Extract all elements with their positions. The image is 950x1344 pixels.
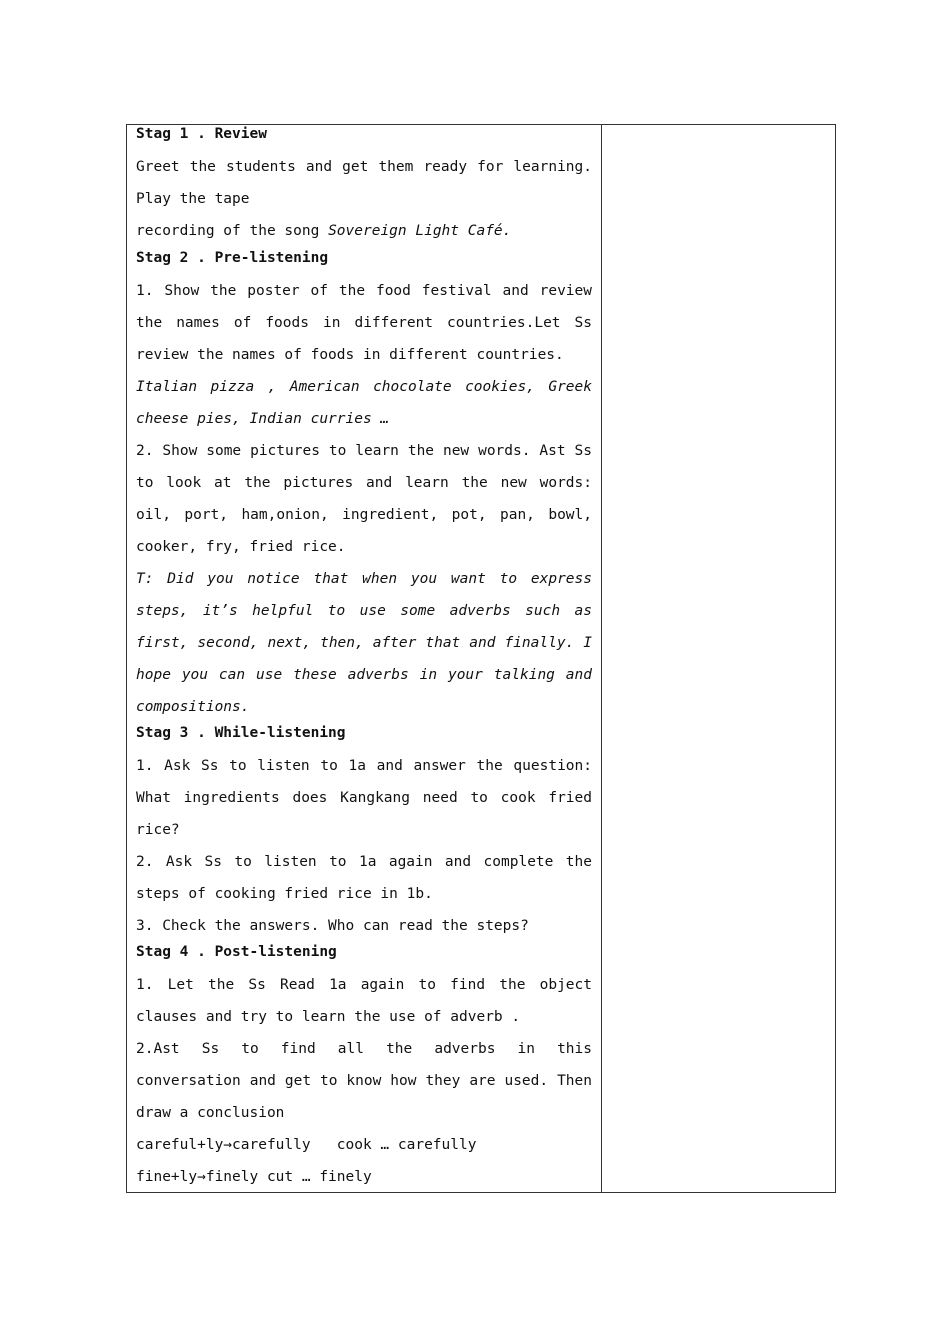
- adverb-rule-2: fine+ly→finely cut … finely: [136, 1169, 372, 1185]
- stage-3: [136, 724, 592, 942]
- stage-1-text-2-lead: recording of the song: [136, 223, 329, 239]
- stage-1-heading: Stag 1 . Review: [136, 126, 267, 142]
- stage-4-item-1: 1. Let the Ss Read 1a again to find the object clauses and try to learn the use of adverb .: [136, 977, 592, 1025]
- stage-1: [136, 125, 592, 247]
- stage-4-item-2: 2.Ast Ss to find all the adverbs in this conversation and get to know how they are used. Then draw a conclusion: [136, 1041, 592, 1121]
- stage-2-heading: Stag 2 . Pre-listening: [136, 250, 329, 266]
- lesson-table: [126, 124, 836, 1193]
- stage-2-item-2: 2. Show some pictures to learn the new words. Ast Ss to look at the pictures and learn the new words: oil, port, ham,onion, ingredient, pot, pan, bowl, cooker, fry, fried rice.: [136, 443, 592, 555]
- stage-1-text-2: [136, 215, 592, 247]
- stage-3-item-3: 3. Check the answers. Who can read the steps?: [136, 918, 529, 934]
- stage-2: [136, 249, 592, 723]
- stage-4-heading: Stag 4 . Post-listening: [136, 944, 337, 960]
- stage-3-item-1: 1. Ask Ss to listen to 1a and answer the question: What ingredients does Kangkang need to cook fried rice?: [136, 758, 592, 838]
- stage-3-heading: Stag 3 . While-listening: [136, 725, 346, 741]
- adverb-rule-1: careful+ly→carefully cook … carefully: [136, 1137, 477, 1153]
- teacher-note: T: Did you notice that when you want to express steps, it’s helpful to use some adverbs such as first, second, next, then, after that and finally. I hope you can use these adverbs in your talking and compositions.: [136, 571, 592, 715]
- notes-column: [602, 125, 835, 1192]
- stage-4: [136, 943, 592, 1193]
- song-title: Sovereign Light Café.: [328, 223, 512, 239]
- stage-3-item-2: 2. Ask Ss to listen to 1a again and complete the steps of cooking fried rice in 1b.: [136, 854, 592, 902]
- stage-2-item-1: 1. Show the poster of the food festival and review the names of foods in different countries.Let Ss review the names of foods in different countries.: [136, 283, 592, 363]
- stage-1-text-1: Greet the students and get them ready for learning. Play the tape: [136, 159, 592, 207]
- stage-2-examples: Italian pizza , American chocolate cookies, Greek cheese pies, Indian curries …: [136, 379, 592, 427]
